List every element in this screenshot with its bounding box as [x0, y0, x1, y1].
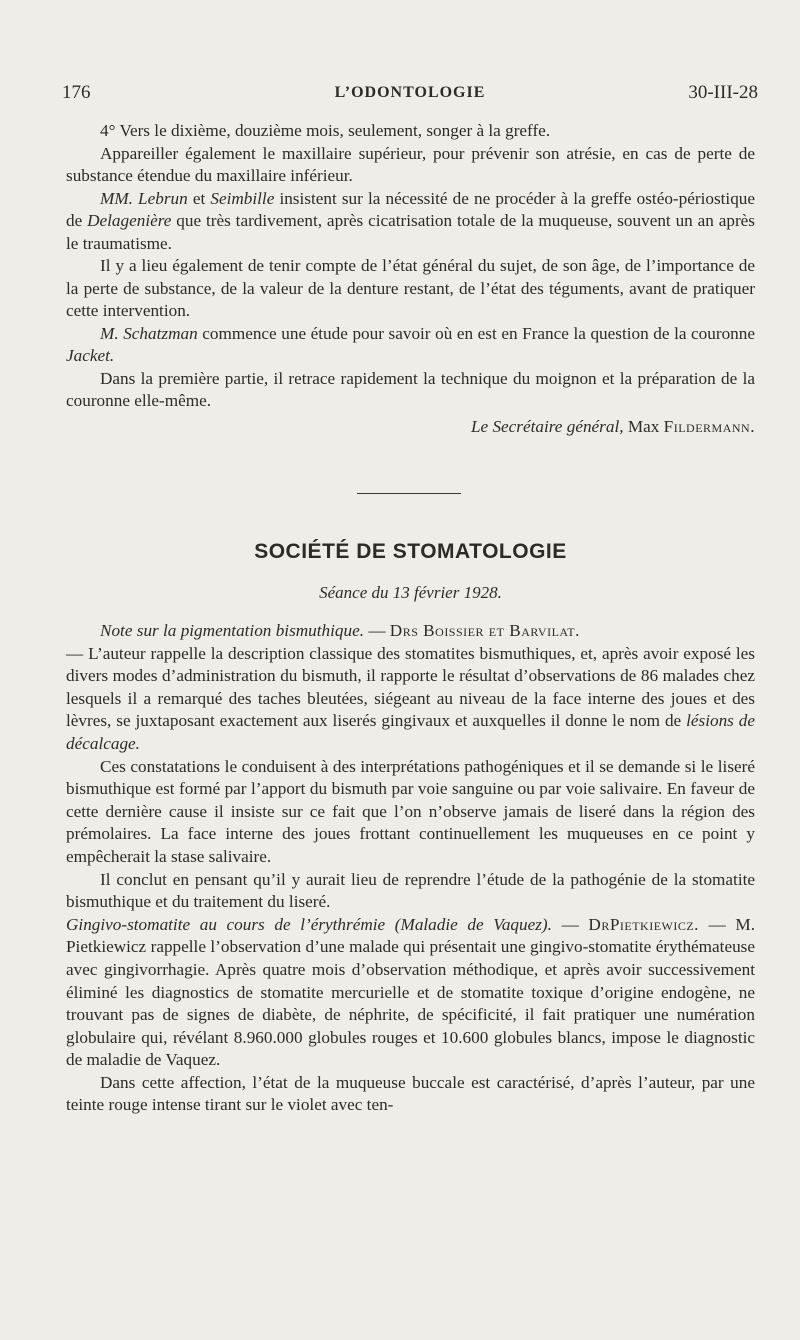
bottom-text — [66, 620, 755, 1117]
cited-name: Delagenière — [87, 211, 172, 230]
note-author: DrPietkiewicz. — [588, 914, 699, 934]
paragraph — [66, 643, 755, 756]
separator-rule — [357, 493, 461, 494]
paragraph — [66, 323, 755, 368]
text-span: — — [551, 914, 589, 934]
paragraph — [66, 914, 755, 1072]
paragraph: Ces constatations le conduisent à des interprétations pathogéniques et il se demande si le liseré bismuthique est formé par l’apport du bismuth par voie sanguine ou par voie salivaire. En faveur de cette dernière cause il insiste sur ce fait que l’on n’observe jamais de liseré dans la région des prémolaires. La face interne des joues frottant continuellement les muqueuses en ce point y empêcherait la stase salivaire. — [66, 756, 755, 866]
paragraph: Dans cette affection, l’état de la muqueuse buccale est caractérisé, d’après l’auteur, par une teinte rouge intense tirant sur le violet avec ten- — [66, 1072, 755, 1115]
text-span: — M. Pietkiewicz rappelle l’observation d’une malade qui présentait une gingivo-stomatite érythémateuse avec gingivorrhagie. Après quatre mois d’observation méthodique, et après avoir successivement éliminé les diagnostics de stomatite mercurielle et de stomatite toxique d’origine endogène, ne trouvant pas de signes de diabète, de néphrite, de spécificité, il fait pratiquer une numération globulaire qui, révélant 8.960.000 globules rouges et 10.600 globules blancs, impose le diagnostic de maladie de Vaquez. — [66, 914, 755, 1070]
speaker-names: MM. Lebrun — [100, 188, 188, 208]
page-number: 176 — [62, 82, 91, 103]
section-title: SOCIÉTÉ DE STOMATOLOGIE — [254, 540, 567, 563]
paragraph: Appareiller également le maxillaire supérieur, pour prévenir son atrésie, en cas de perte de substance étendue du maxillaire inférieur. — [66, 143, 755, 185]
term: Jacket. — [66, 346, 115, 365]
signature — [66, 416, 755, 439]
signature-last-name: Fildermann. — [663, 416, 755, 436]
text-span: — — [364, 621, 390, 640]
session-date: Séance du 13 février 1928. — [319, 583, 502, 602]
paragraph — [66, 620, 755, 643]
note-authors: Drs Boissier et Barvilat. — [389, 621, 580, 640]
text-span: insistent sur la nécessité de ne procéder à la greffe ostéo-périostique de — [66, 188, 756, 230]
running-header — [62, 82, 758, 112]
top-text — [66, 120, 755, 438]
signature-role: Le Secrétaire général, — [470, 416, 624, 436]
speaker-names: Seimbille — [210, 188, 275, 208]
text-span: — L’auteur rappelle la description classique des stomatites bismuthiques, et, après avoir exposé les divers modes d’administration du bismuth, il rapporte le résultat d’observations de 86 malades chez lesquels il a remarqué des taches bleutées, siégeant au niveau de la face interne des joues et des lèvres, se juxtaposant exactement aux liserés gingivaux et auxquelles il donne le nom de — [66, 643, 755, 731]
speaker-name: M. Schatzman — [100, 323, 198, 343]
text-span: et — [187, 188, 211, 208]
paragraph: Dans la première partie, il retrace rapidement la technique du moignon et la préparation de la couronne elle-même. — [66, 368, 755, 410]
term: lésions de décalcage. — [66, 711, 755, 753]
note-title: Gingivo-stomatite au cours de l’érythrémie (Maladie de Vaquez). — [66, 914, 552, 934]
text-span: commence une étude pour savoir où en est en France la question de la couronne — [197, 323, 755, 343]
text-span: que très tardivement, après cicatrisation totale de la muqueuse, souvent un an après le traumatisme. — [66, 211, 755, 253]
paragraph — [66, 188, 755, 256]
note-title: Note sur la pigmentation bismuthique. — [100, 621, 365, 640]
paragraph: Il y a lieu également de tenir compte de l’état général du sujet, de son âge, de l’importance de la perte de substance, de la valeur de la denture restant, de l’état des téguments, avant de pratiquer cette intervention. — [66, 256, 755, 320]
paragraph: 4° Vers le dixième, douzième mois, seulement, songer à la greffe. — [100, 121, 551, 140]
paragraph: Il conclut en pensant qu’il y aurait lieu de reprendre l’étude de la pathogénie de la stomatite bismuthique et du traitement du liseré. — [66, 869, 755, 912]
journal-title: L’ODONTOLOGIE — [334, 84, 486, 101]
issue-date: 30-III-28 — [688, 82, 758, 103]
signature-first-name: Max — [623, 416, 664, 436]
